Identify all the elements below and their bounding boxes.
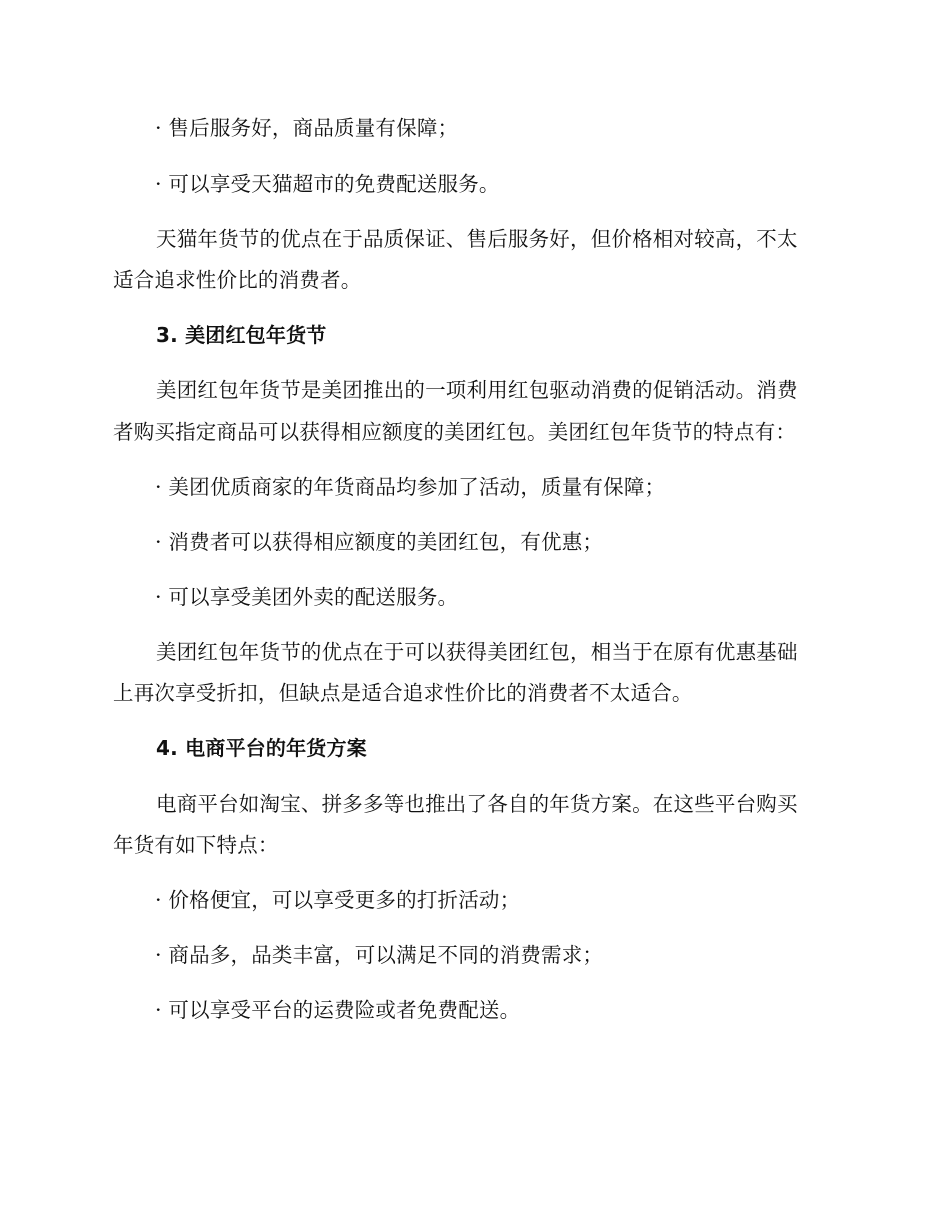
ecommerce-intro-line-1: 电商平台如淘宝、拼多多等也推出了各自的年货方案。在这些平台购买 [156,792,798,816]
tmall-summary-line-2: 适合追求性价比的消费者。 [113,268,362,292]
meituan-summary-line-1: 美团红包年货节的优点在于可以获得美团红包，相当于在原有优惠基础 [156,640,798,664]
bullet-tmall-delivery: · 可以享受天猫超市的免费配送服务。 [155,172,500,196]
ecommerce-intro-line-2: 年货有如下特点： [113,833,279,857]
bullet-ecommerce-variety: · 商品多，品类丰富，可以满足不同的消费需求； [155,943,604,967]
heading-ecommerce: 4. 电商平台的年货方案 [156,736,367,760]
bullet-after-sales: · 售后服务好，商品质量有保障； [155,116,459,140]
meituan-intro-line-1: 美团红包年货节是美团推出的一项利用红包驱动消费的促销活动。消费 [156,378,798,402]
bullet-meituan-quality: · 美团优质商家的年货商品均参加了活动，质量有保障； [155,475,666,499]
bullet-ecommerce-shipping: · 可以享受平台的运费险或者免费配送。 [155,998,521,1022]
heading-meituan: 3. 美团红包年货节 [156,323,327,347]
meituan-summary-line-2: 上再次享受折扣，但缺点是适合追求性价比的消费者不太适合。 [113,681,693,705]
bullet-meituan-redpacket: · 消费者可以获得相应额度的美团红包，有优惠； [155,530,604,554]
meituan-intro-line-2: 者购买指定商品可以获得相应额度的美团红包。美团红包年货节的特点有： [113,420,797,444]
bullet-meituan-delivery: · 可以享受美团外卖的配送服务。 [155,585,459,609]
tmall-summary-line-1: 天猫年货节的优点在于品质保证、售后服务好，但价格相对较高，不太 [156,227,798,251]
bullet-ecommerce-price: · 价格便宜，可以享受更多的打折活动； [155,888,521,912]
